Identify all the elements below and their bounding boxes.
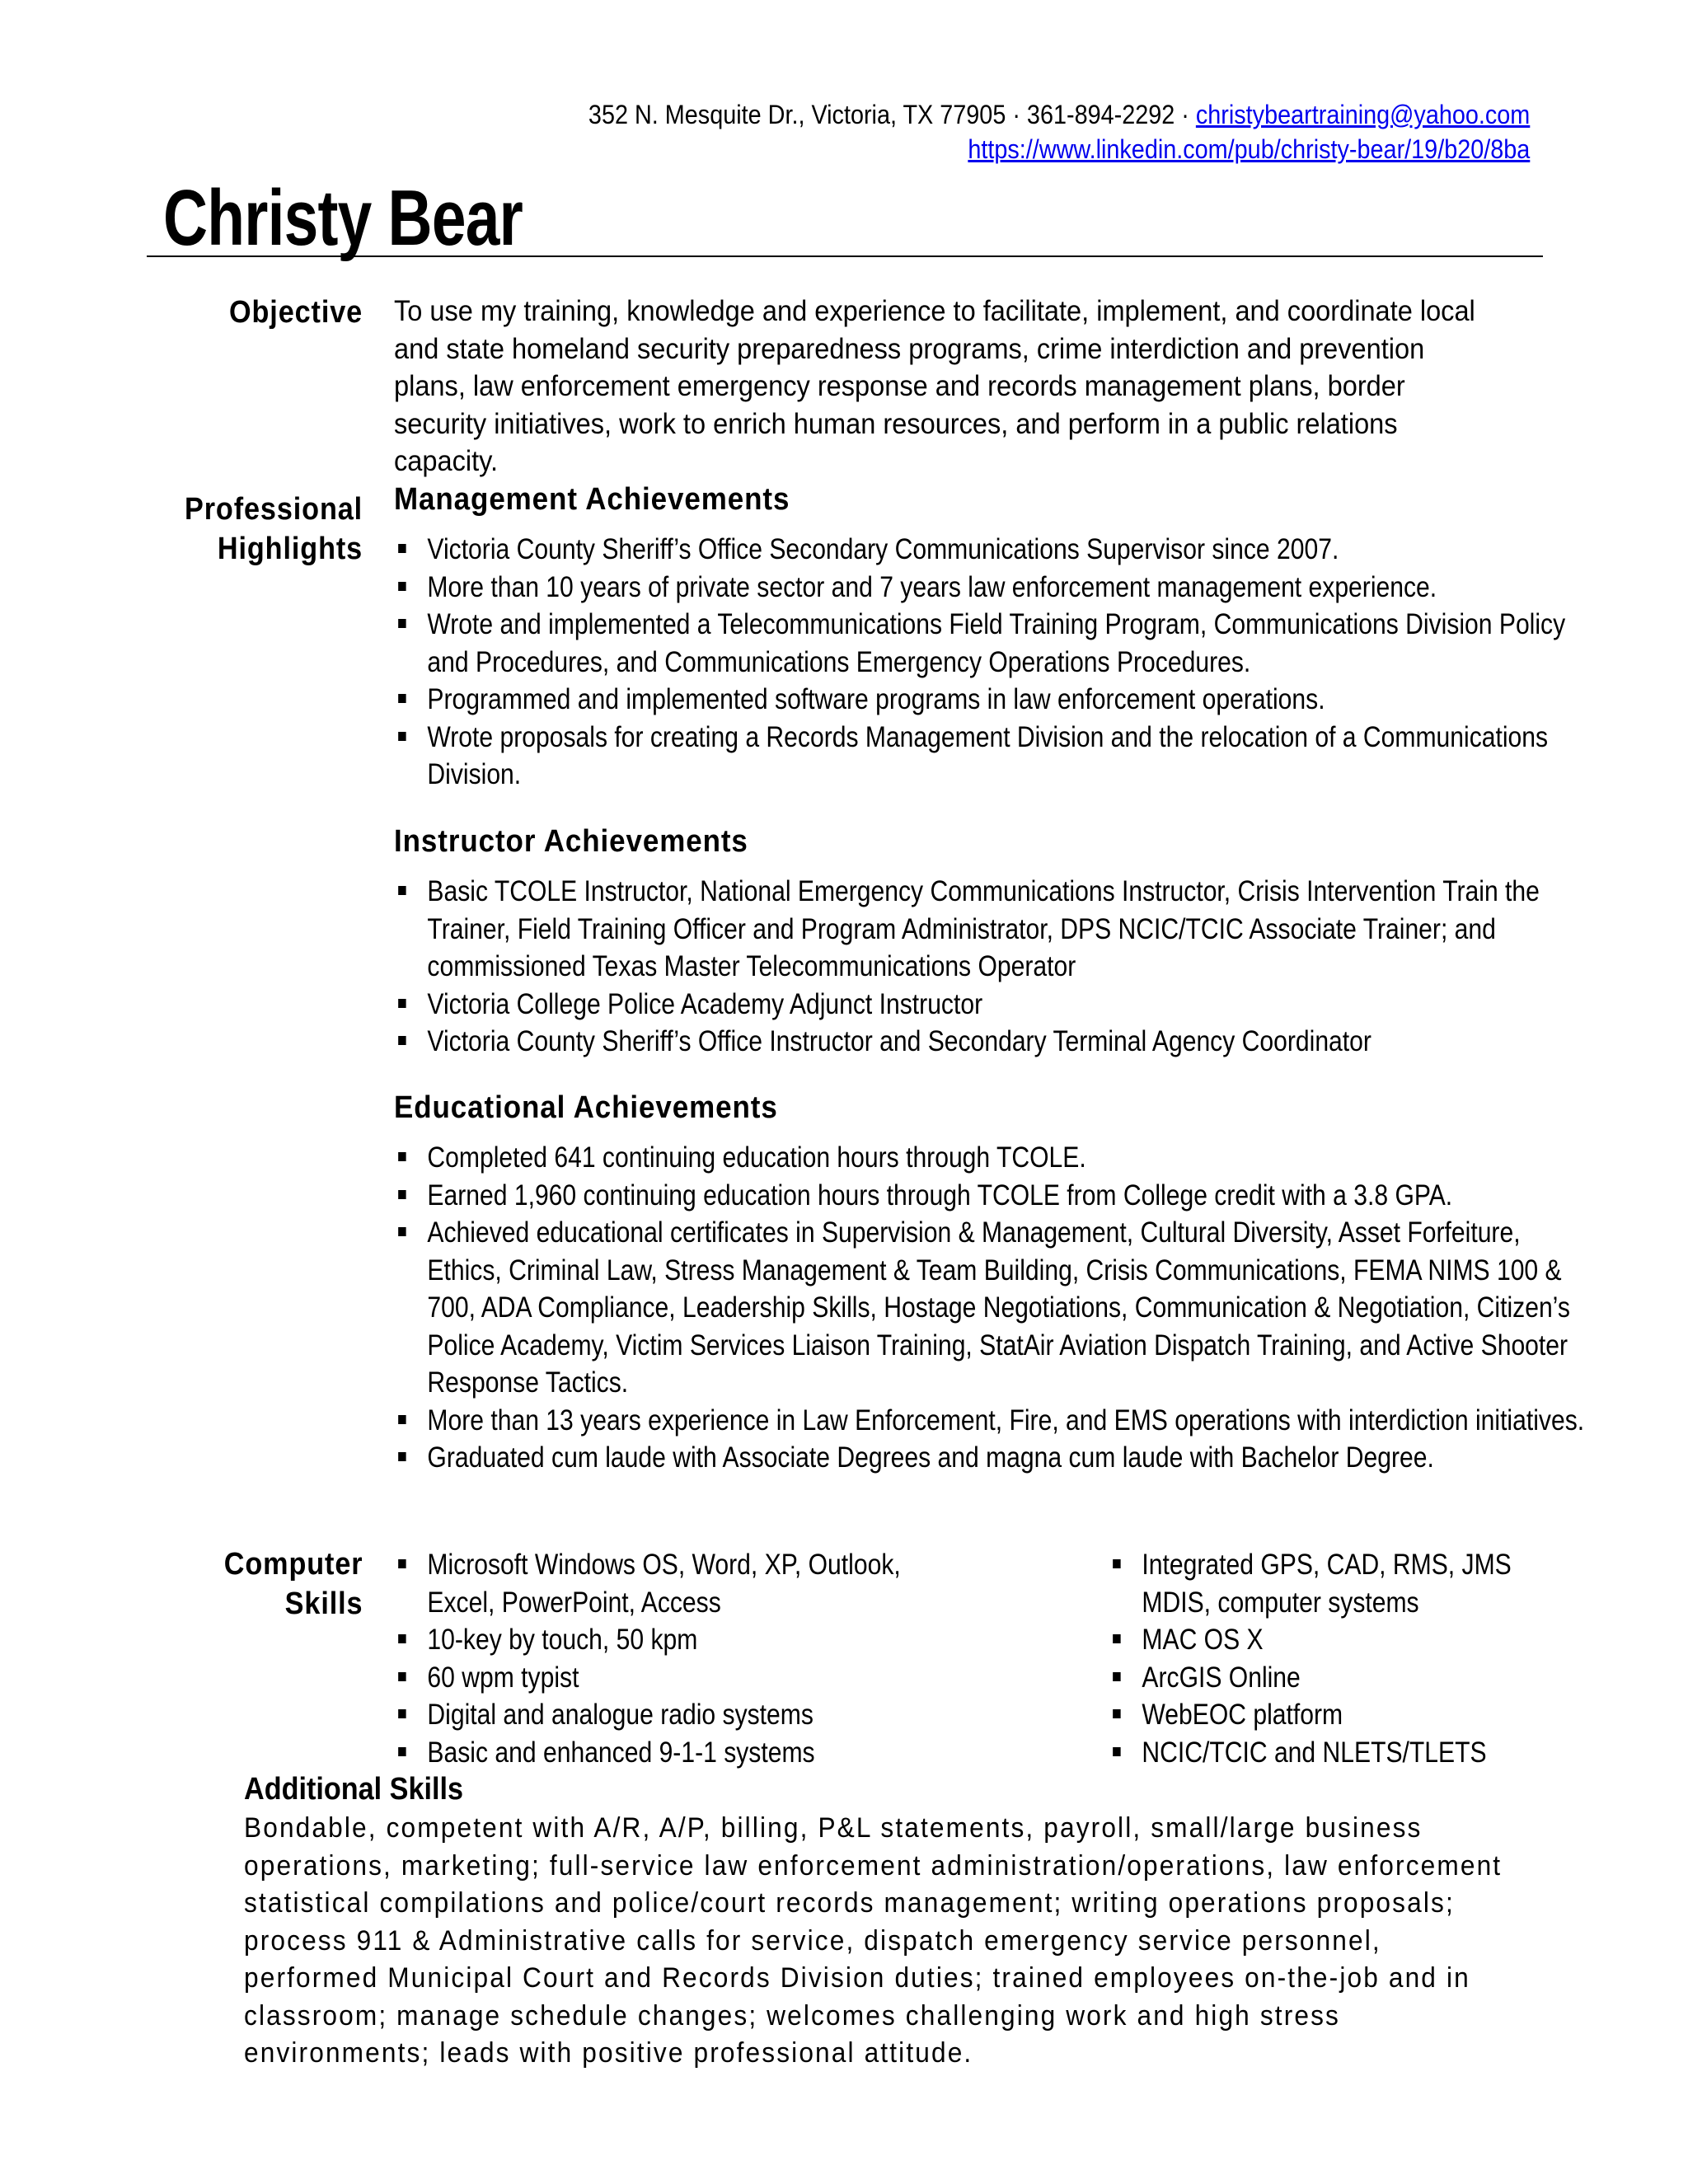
list-item: Basic and enhanced 9-1-1 systems [394,1734,933,1772]
contact-address-phone: 352 N. Mesquite Dr., Victoria, TX 77905 · 361-894-2292 · [588,100,1196,129]
management-heading: Management Achievements [394,482,790,517]
list-item: 60 wpm typist [394,1659,933,1697]
educational-heading: Educational Achievements [394,1090,778,1125]
computer-skills-label-line1: Computer [223,1547,363,1582]
list-item: Digital and analogue radio systems [394,1696,933,1734]
list-item: Integrated GPS, CAD, RMS, JMS MDIS, computer systems [1109,1546,1534,1621]
instructor-list [394,873,1599,1061]
list-item: Microsoft Windows OS, Word, XP, Outlook, Excel, PowerPoint, Access [394,1546,933,1621]
educational-list [394,1139,1599,1477]
list-item: ArcGIS Online [1109,1659,1534,1697]
objective-text: To use my training, knowledge and experience to facilitate, implement, and coordinate local and state homeland security preparedness programs, crime interdiction and prevention plans, law enforcement emergency response and records management plans, border security initiatives, work to enrich human resources, and perform in a public relations capacity. [394,295,1475,477]
list-item: More than 13 years experience in Law Enforcement, Fire, and EMS operations with interdiction initiatives. [394,1402,1599,1440]
linkedin-line [588,132,1530,166]
list-item: Victoria College Police Academy Adjunct Instructor [394,986,1599,1024]
list-item: Wrote and implemented a Telecommunications Field Training Program, Communications Division Policy and Procedures, and Communications Emergency Operations Procedures. [394,606,1599,681]
highlights-label-line1: Professional [184,492,363,527]
highlights-label [185,490,363,569]
header-divider [147,255,1543,257]
list-item: WebEOC platform [1109,1696,1534,1734]
list-item: Graduated cum laude with Associate Degrees and magna cum laude with Bachelor Degree. [394,1439,1599,1477]
management-list [394,531,1599,794]
list-item: Earned 1,960 continuing education hours through TCOLE from College credit with a 3.8 GPA. [394,1177,1599,1215]
list-item: More than 10 years of private sector and 7 years law enforcement management experience. [394,569,1599,607]
list-item: Programmed and implemented software programs in law enforcement operations. [394,681,1599,719]
objective-label: Objective [228,295,363,330]
computer-skills-label-line2: Skills [284,1586,363,1621]
list-item: NCIC/TCIC and NLETS/TLETS [1109,1734,1534,1772]
contact-line [588,97,1530,132]
list-item: Victoria County Sheriff’s Office Instructor and Secondary Terminal Agency Coordinator [394,1023,1599,1061]
list-item: Victoria County Sheriff’s Office Secondary Communications Supervisor since 2007. [394,531,1599,569]
list-item: Basic TCOLE Instructor, National Emergency Communications Instructor, Crisis Intervention Train the Trainer, Field Training Officer and Program Administrator, DPS NCIC/TCIC Associate Trainer; and commissioned Texas Master Telecommunications Operator [394,873,1599,986]
list-item: 10-key by touch, 50 kpm [394,1621,933,1659]
candidate-name: Christy Bear [163,174,523,262]
email-link[interactable]: christybeartraining@yahoo.com [1195,100,1530,129]
contact-block [588,97,1530,166]
computer-skills-left-list [394,1546,933,1771]
additional-skills-text: Bondable, competent with A/R, A/P, billing, P&L statements, payroll, small/large business operations, marketing; full-service law enforcement administration/operations, law enforcement statistical compilations and police/court records management; writing operations proposals; process 911 & Administrative calls for service, dispatch emergency service personnel, performed Municipal Court and Records Division duties; trained employees on-the-job and in classroom; manage schedule changes; welcomes challenging work and high stress environments; leads with positive professional attitude. [244,1812,1503,2069]
list-item: Completed 641 continuing education hours through TCOLE. [394,1139,1599,1177]
list-item: Achieved educational certificates in Supervision & Management, Cultural Diversity, Asset Forfeiture, Ethics, Criminal Law, Stress Management & Team Building, Crisis Communications, FEMA NIMS 100 & 700, ADA Compliance, Leadership Skills, Hostage Negotiations, Communication & Negotiation, Citizen’s Police Academy, Victim Services Liaison Training, StatAir Aviation Dispatch Training, and Active Shooter Response Tactics. [394,1214,1599,1402]
highlights-label-line2: Highlights [217,532,363,566]
list-item: MAC OS X [1109,1621,1534,1659]
computer-skills-right-list [1109,1546,1534,1771]
instructor-heading: Instructor Achievements [394,824,748,859]
computer-skills-label [223,1544,363,1624]
list-item: Wrote proposals for creating a Records Management Division and the relocation of a Communications Division. [394,719,1599,794]
additional-skills-heading: Additional Skills [244,1772,464,1807]
linkedin-link[interactable]: https://www.linkedin.com/pub/christy-bear/19/b20/8ba [968,134,1530,164]
